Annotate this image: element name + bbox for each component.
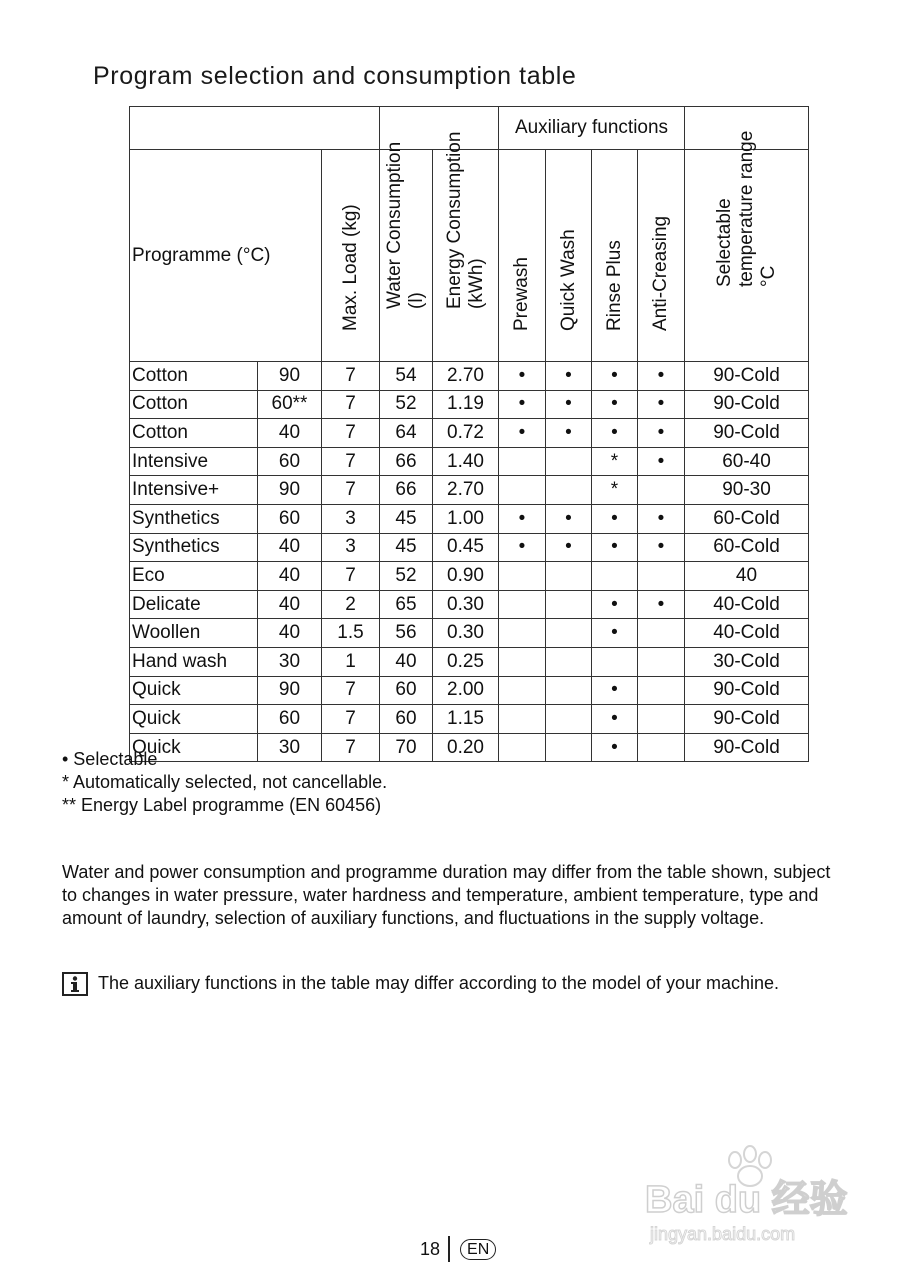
cell-temp: 90 [258,476,322,505]
cell-quick [546,590,592,619]
cell-energy: 0.45 [433,533,499,562]
table-row [130,533,809,562]
cell-name: Quick [130,676,258,705]
cell-range: 60-40 [685,447,809,476]
cell-temp: 90 [258,362,322,391]
cell-load: 1.5 [322,619,380,648]
cell-quick: • [546,533,592,562]
cell-rinse: • [592,676,638,705]
cell-prewash [499,619,546,648]
cell-name: Quick [130,705,258,734]
table-row [130,362,809,391]
cell-range: 60-Cold [685,504,809,533]
cell-rinse: * [592,447,638,476]
cell-prewash [499,447,546,476]
cell-anti: • [638,390,685,419]
cell-range: 30-Cold [685,647,809,676]
table-row [130,390,809,419]
cell-temp: 30 [258,733,322,762]
cell-energy: 2.00 [433,676,499,705]
info-note-text: The auxiliary functions in the table may differ according to the model of your machine. [98,973,780,993]
cell-load: 7 [322,705,380,734]
cell-load: 7 [322,676,380,705]
cell-temp: 60** [258,390,322,419]
note-automatic: * Automatically selected, not cancellable. [62,772,388,792]
cell-quick [546,562,592,591]
anti-creasing-header: Anti-Creasing [650,215,671,331]
cell-temp: 90 [258,676,322,705]
prewash-header: Prewash [511,257,532,331]
cell-anti [638,705,685,734]
cell-name: Woollen [130,619,258,648]
cell-range: 90-Cold [685,676,809,705]
cell-energy: 0.30 [433,619,499,648]
cell-name: Hand wash [130,647,258,676]
cell-quick [546,676,592,705]
cell-prewash [499,476,546,505]
cell-range: 40 [685,562,809,591]
cell-temp: 40 [258,619,322,648]
cell-load: 7 [322,562,380,591]
cell-water: 66 [380,476,433,505]
temperature-range-header: Selectable temperature range °C [713,130,779,287]
cell-load: 1 [322,647,380,676]
cell-water: 65 [380,590,433,619]
cell-load: 7 [322,447,380,476]
table-row [130,447,809,476]
table-row [130,647,809,676]
cell-anti [638,647,685,676]
cell-quick: • [546,362,592,391]
cell-prewash [499,676,546,705]
cell-water: 54 [380,362,433,391]
cell-water: 52 [380,390,433,419]
table-row [130,705,809,734]
max-load-header: Max. Load (kg) [339,204,361,331]
cell-rinse: * [592,476,638,505]
cell-anti [638,476,685,505]
cell-water: 56 [380,619,433,648]
cell-quick: • [546,390,592,419]
legend-notes [62,748,387,817]
cell-load: 3 [322,504,380,533]
cell-temp: 40 [258,419,322,448]
cell-prewash [499,647,546,676]
cell-quick [546,619,592,648]
table-row [130,676,809,705]
cell-rinse: • [592,590,638,619]
cell-name: Cotton [130,362,258,391]
cell-rinse [592,647,638,676]
cell-prewash: • [499,533,546,562]
cell-rinse [592,562,638,591]
programme-table [129,106,809,762]
consumption-disclaimer: Water and power consumption and programme duration may differ from the table shown, subject to changes in water pressure, water hardness and temperature, ambient temperature, type and amount of laundry, selection of auxiliary functions, and fluctuations in the supply voltage. [62,862,831,928]
cell-quick: • [546,504,592,533]
page-number: 18 [420,1238,441,1259]
cell-prewash [499,733,546,762]
programme-header: Programme (°C) [130,150,322,362]
cell-quick [546,476,592,505]
cell-quick [546,647,592,676]
cell-temp: 60 [258,447,322,476]
table-header-columns [130,150,809,362]
auxiliary-functions-header: Auxiliary functions [499,107,685,150]
cell-rinse: • [592,390,638,419]
cell-quick [546,705,592,734]
cell-water: 52 [380,562,433,591]
cell-prewash: • [499,504,546,533]
cell-name: Eco [130,562,258,591]
cell-energy: 0.20 [433,733,499,762]
cell-name: Delicate [130,590,258,619]
cell-water: 66 [380,447,433,476]
cell-load: 7 [322,362,380,391]
cell-temp: 40 [258,590,322,619]
note-energy-label: ** Energy Label programme (EN 60456) [62,795,382,815]
cell-range: 90-Cold [685,705,809,734]
cell-energy: 0.90 [433,562,499,591]
cell-energy: 0.25 [433,647,499,676]
cell-anti [638,733,685,762]
cell-prewash: • [499,362,546,391]
cell-water: 45 [380,504,433,533]
cell-prewash [499,705,546,734]
cell-quick [546,447,592,476]
cell-anti: • [638,447,685,476]
cell-energy: 0.30 [433,590,499,619]
cell-water: 40 [380,647,433,676]
cell-load: 2 [322,590,380,619]
info-icon [62,972,88,996]
watermark-url: jingyan.baidu.com [650,1224,796,1244]
cell-range: 90-Cold [685,362,809,391]
cell-prewash [499,590,546,619]
footer-divider [448,1236,450,1262]
cell-rinse: • [592,733,638,762]
cell-anti: • [638,504,685,533]
cell-prewash: • [499,419,546,448]
cell-energy: 1.40 [433,447,499,476]
baidu-watermark [640,1140,860,1250]
table-row [130,476,809,505]
cell-anti: • [638,419,685,448]
table-row [130,504,809,533]
cell-load: 7 [322,419,380,448]
cell-name: Synthetics [130,504,258,533]
cell-prewash [499,562,546,591]
cell-anti: • [638,590,685,619]
cell-load: 3 [322,533,380,562]
cell-quick [546,733,592,762]
cell-rinse: • [592,705,638,734]
cell-energy: 1.19 [433,390,499,419]
cell-name: Intensive [130,447,258,476]
cell-quick: • [546,419,592,448]
cell-rinse: • [592,619,638,648]
cell-name: Synthetics [130,533,258,562]
watermark-brand: Bai du 经验 [645,1179,848,1221]
cell-temp: 30 [258,647,322,676]
info-note [62,972,832,995]
cell-water: 45 [380,533,433,562]
page-footer [420,1236,496,1262]
cell-water: 70 [380,733,433,762]
water-consumption-header: Water Consumption (l) [384,141,427,309]
cell-energy: 1.00 [433,504,499,533]
cell-water: 60 [380,705,433,734]
cell-temp: 60 [258,504,322,533]
cell-anti [638,619,685,648]
cell-name: Quick [130,733,258,762]
cell-anti [638,676,685,705]
cell-energy: 1.15 [433,705,499,734]
page-title: Program selection and consumption table [93,62,577,90]
note-selectable: • Selectable [62,749,158,769]
cell-range: 60-Cold [685,533,809,562]
cell-range: 90-30 [685,476,809,505]
rinse-plus-header: Rinse Plus [603,240,625,331]
table-row [130,590,809,619]
cell-load: 7 [322,733,380,762]
cell-range: 90-Cold [685,733,809,762]
cell-temp: 40 [258,533,322,562]
energy-consumption-header: Energy Consumption (kWh) [443,131,487,309]
cell-name: Intensive+ [130,476,258,505]
cell-load: 7 [322,476,380,505]
cell-temp: 60 [258,705,322,734]
table-row [130,562,809,591]
cell-anti: • [638,533,685,562]
table-row [130,619,809,648]
cell-range: 40-Cold [685,590,809,619]
cell-load: 7 [322,390,380,419]
cell-water: 60 [380,676,433,705]
cell-anti [638,562,685,591]
quick-wash-header: Quick Wash [557,229,579,331]
cell-name: Cotton [130,390,258,419]
cell-anti: • [638,362,685,391]
cell-rinse: • [592,533,638,562]
cell-water: 64 [380,419,433,448]
cell-range: 90-Cold [685,390,809,419]
cell-prewash: • [499,390,546,419]
cell-rinse: • [592,419,638,448]
table-row [130,419,809,448]
cell-energy: 2.70 [433,362,499,391]
cell-rinse: • [592,362,638,391]
cell-energy: 2.70 [433,476,499,505]
language-badge: EN [460,1239,496,1260]
cell-range: 40-Cold [685,619,809,648]
cell-rinse: • [592,504,638,533]
cell-energy: 0.72 [433,419,499,448]
cell-range: 90-Cold [685,419,809,448]
cell-name: Cotton [130,419,258,448]
cell-temp: 40 [258,562,322,591]
